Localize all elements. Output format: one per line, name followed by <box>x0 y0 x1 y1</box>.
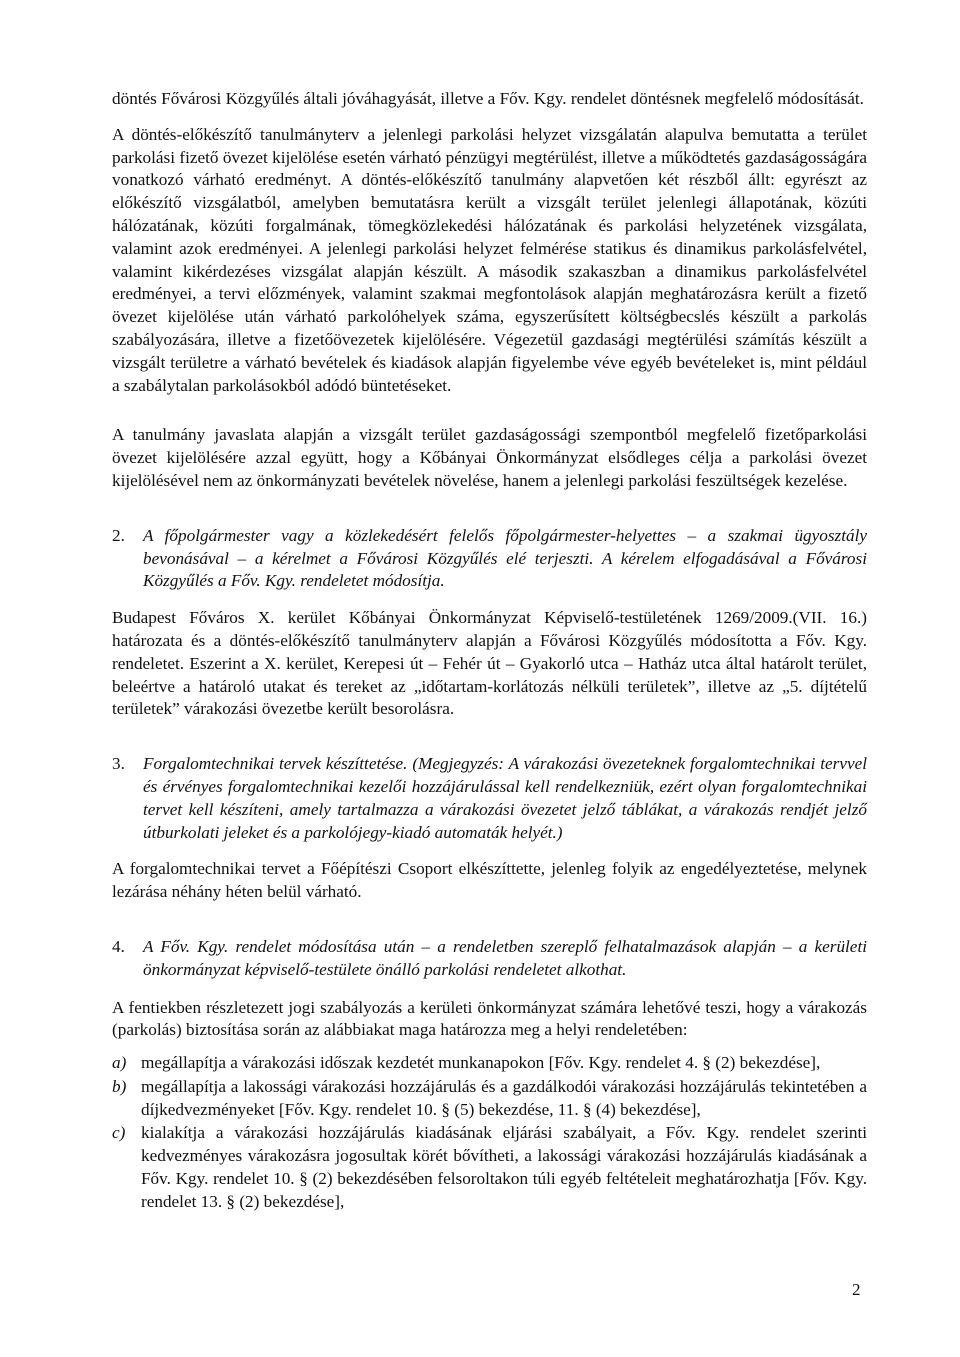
item-text: Forgalomtechnikai tervek készíttetése. (Megjegyzés: A várakozási övezeteknek forgalomtechnikai tervvel és érvényes forgalomtechnikai kezelői hozzájárulással kell rendelkezniük, ezért olyan forgalomtechnikai tervet kell készíteni, amely tartalmazza a várakozási övezetet jelző táblákat, a várakozás rendjét jelző útburkolati jeleket és a parkolójegy-kiadó automaták helyét.) <box>143 754 867 842</box>
list-item <box>112 1076 867 1122</box>
numbered-item-4 <box>112 936 867 982</box>
proposal-paragraph: A tanulmány javaslata alapján a vizsgált terület gazdaságossági szempontból megfelelő fizetőparkolási övezet kijelölésére azzal együtt, hogy a Kőbányai Önkormányzat elsődleges célja a parkolási övezet kijelölésével nem az önkormányzati bevételek növelése, hanem a jelenlegi parkolási feszültségek kezelése. <box>112 425 867 490</box>
resolution-paragraph: Budapest Főváros X. kerület Kőbányai Önkormányzat Képviselő-testületének 1269/2009.(VII. 16.) határozata és a döntés-előkészítő tanulmányterv alapján a Fővárosi Közgyűlés módosította a Főv. Kgy. rendeletet. Eszerint a X. kerület, Kerepesi út – Fehér út – Gyakorló utca – Hatház utca által határolt terület, beleértve a határoló utakat és tereket az „időtartam-korlátozás nélküli területek”, illetve az „5. díjtételű területek” várakozási övezetbe került besorolásra. <box>112 608 867 719</box>
item-number: 4. <box>112 936 125 956</box>
page-number: 2 <box>852 1280 861 1299</box>
item-text: A főpolgármester vagy a közlekedésért felelős főpolgármester-helyettes – a szakmai ügyosztály bevonásával – a kérelmet a Fővárosi Közgyűlés elé terjeszti. A kérelem elfogadásával a Fővárosi Közgyűlés a Főv. Kgy. rendeletet módosítja. <box>143 525 867 591</box>
numbered-item-3 <box>112 753 867 844</box>
list-item <box>112 1052 867 1075</box>
item-text: A Főv. Kgy. rendelet módosítása után – a rendeletben szereplő felhatalmazások alapján – a kerületi önkormányzat képviselő-testülete önálló parkolási rendeletet alkothat. <box>143 936 867 979</box>
list-label: c) <box>112 1123 126 1143</box>
traffic-plan-paragraph: A forgalomtechnikai tervet a Főépítészi Csoport elkészíttette, jelenleg folyik az engedélyeztetése, melynek lezárása néhány héten belül várható. <box>112 859 867 902</box>
continuation-paragraph: döntés Fővárosi Közgyűlés általi jóváhagyását, illetve a Főv. Kgy. rendelet döntésnek megfelelő módosítását. <box>112 89 864 108</box>
lettered-list <box>112 1052 867 1214</box>
list-item <box>112 1122 867 1213</box>
list-text: kialakítja a várakozási hozzájárulás kiadásának eljárási szabályait, a Főv. Kgy. rendelet szerinti kedvezményes várakozásra jogosultak körét bővítheti, a lakossági várakozási hozzájárulás kiadásának a Főv. Kgy. rendelet 10. § (2) bekezdésében felsoroltakon túli egyéb feltételeit meghatározhatja [Főv. Kgy. rendelet 13. § (2) bekezdése], <box>141 1123 867 1211</box>
list-label: b) <box>112 1076 127 1096</box>
intro-paragraph: A fentiekben részletezett jogi szabályozás a kerületi önkormányzat számára lehetővé teszi, hogy a várakozás (parkolás) biztosítása során az alábbiakat maga határozza meg a helyi rendeletében: <box>112 997 867 1040</box>
item-number: 3. <box>112 754 125 774</box>
list-text: megállapítja a lakossági várakozási hozzájárulás és a gazdálkodói várakozási hozzájárulás tekintetében a díjkedvezményeket [Főv. Kgy. rendelet 10. § (5) bekezdése, 11. § (4) bekezdése], <box>141 1076 867 1119</box>
item-number: 2. <box>112 525 125 545</box>
study-paragraph: A döntés-előkészítő tanulmányterv a jelenlegi parkolási helyzet vizsgálatán alapulva bemutatta a terület parkolási fizető övezet kijelölése esetén várható pénzügyi megtérülést, illetve a működtetés gazdaságosságára vonatkozó várható eredményt. A döntés-előkészítő tanulmány alapvetően két részből állt: egyrészt az előkészítő vizsgálatból, amelyben bemutatásra került a vizsgált terület jelenlegi állapotának, közúti hálózatának, közúti forgalmának, tömegközlekedési hálózatának és parkolási helyzetének vizsgálata, valamint azok eredményei. A jelenlegi parkolási helyzet felmérése statikus és dinamikus parkolásfelvétel, valamint kikérdezéses vizsgálat alapján készült. A második szakaszban a dinamikus parkolásfelvétel eredményei, a tervi előzmények, valamint szakmai megfontolások alapján meghatározásra került a fizető övezet kijelölése után várható parkolóhelyek száma, egyszerűsített költségbecslés készült a parkolás szabályozására, illetve a fizetőövezetek kijelölésére. Végezetül gazdasági megtérülési számítás készült a vizsgált területre a várható bevételek és kiadások alapján figyelembe véve egyéb bevételeket is, mint például a szabálytalan parkolásokból adódó büntetéseket. <box>112 124 867 395</box>
numbered-item-2 <box>112 525 867 593</box>
list-label: a) <box>112 1053 127 1073</box>
list-text: megállapítja a várakozási időszak kezdetét munkanapokon [Főv. Kgy. rendelet 4. § (2) bekezdése], <box>141 1053 821 1073</box>
document-body <box>112 88 867 1214</box>
